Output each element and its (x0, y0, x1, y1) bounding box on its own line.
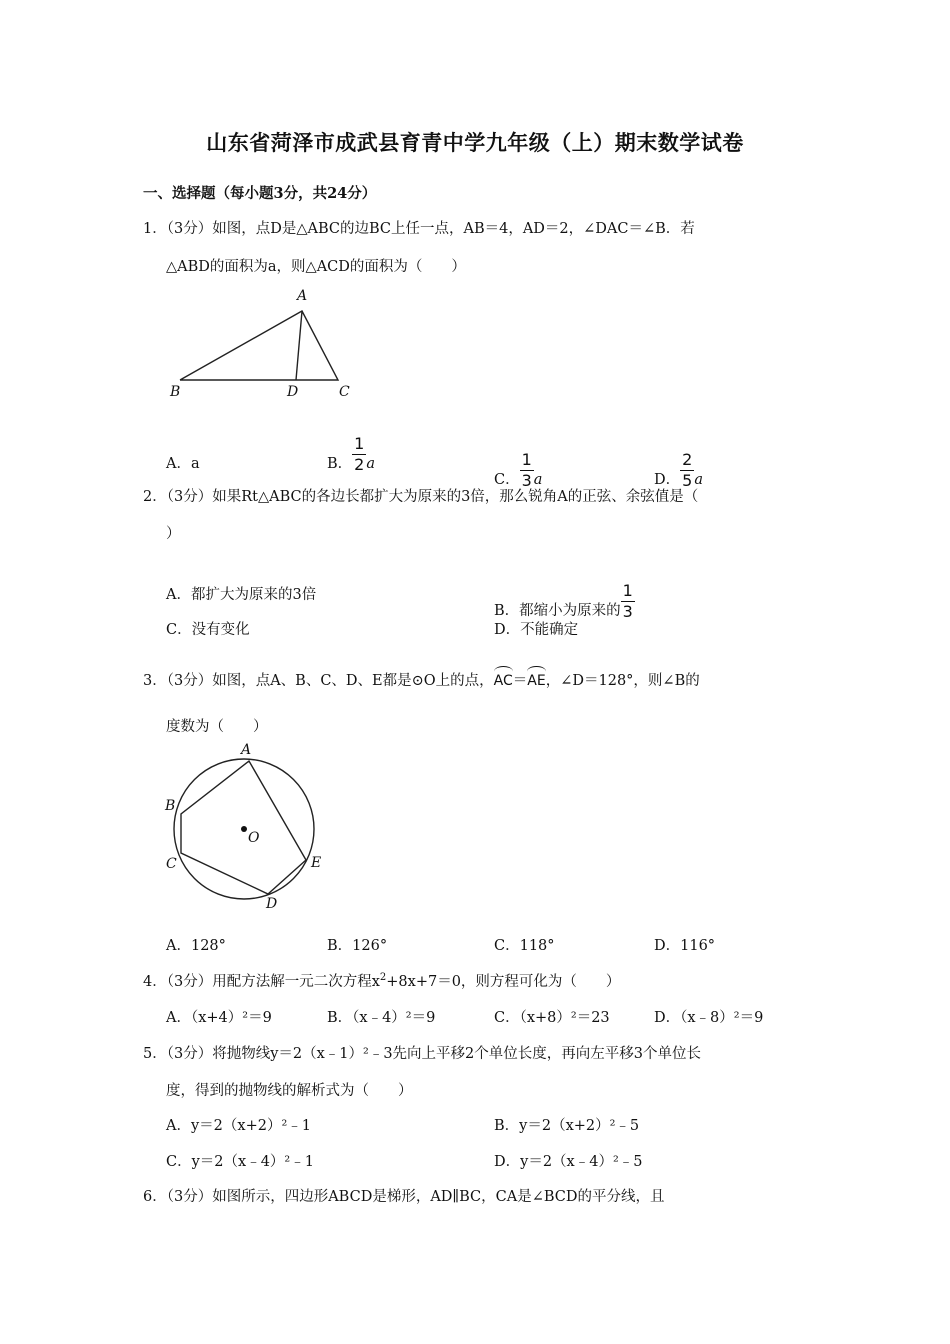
q1-option-d: D． $\frac{2}{5}$ a (654, 450, 703, 490)
arc-ae: AE (527, 673, 546, 689)
q4-option-d: D．（x﹣8）²＝9 (654, 1010, 764, 1026)
q3-label-d: D (266, 896, 278, 912)
q2-option-b: B．都缩小为原来的 $\frac{1}{3}$ (494, 581, 633, 621)
q3-line2: 度数为（ ） (166, 719, 268, 735)
q4-option-c: C．（x+8）²＝23 (494, 1010, 610, 1026)
q4-option-b: B．（x﹣4）²＝9 (327, 1010, 436, 1026)
q1-option-c: C． $\frac{1}{3}$ a (494, 450, 543, 490)
q2-option-c: C．没有变化 (166, 622, 250, 638)
q5-option-a: A．y＝2（x+2）²﹣1 (166, 1118, 311, 1134)
q2-option-d: D．不能确定 (494, 622, 579, 638)
q3-label-a: A (241, 742, 252, 758)
q3-label-e: E (311, 855, 322, 871)
q1-label-b: B (170, 384, 181, 400)
q3-option-d: D．116° (654, 938, 716, 954)
section-heading: 一、选择题（每小题3分，共24分） (143, 185, 377, 202)
q2-line1: 2．（3分）如果Rt△ABC的各边长都扩大为原来的3倍，那么锐角A的正弦、余弦值是（ (143, 489, 699, 505)
q1-label-a: A (297, 288, 308, 304)
q1-option-b: B． $\frac{1}{2}$ a (327, 434, 375, 474)
q3-option-b: B．126° (327, 938, 388, 954)
q4-option-a: A．（x+4）²＝9 (166, 1010, 272, 1026)
q3-option-c: C．118° (494, 938, 555, 954)
q4-line1: 4．（3分）用配方法解一元二次方程$x^2+8x+7=0$，则方程可化为（ ） (143, 972, 621, 990)
q2-option-a: A．都扩大为原来的3倍 (166, 587, 317, 603)
q5-line2: 度，得到的抛物线的解析式为（ ） (166, 1083, 413, 1099)
q3-label-b: B (165, 798, 176, 814)
q3-label-c: C (166, 856, 177, 872)
q3-option-a: A．128° (166, 938, 226, 954)
q5-option-d: D．y＝2（x﹣4）²﹣5 (494, 1154, 643, 1170)
q6-line1: 6．（3分）如图所示，四边形ABCD是梯形，AD∥BC，CA是∠BCD的平分线，且 (143, 1189, 665, 1205)
q5-option-b: B．y＝2（x+2）²﹣5 (494, 1118, 640, 1134)
q1-line1: 1．（3分）如图，点D是△ABC的边BC上任一点，AB＝4，AD＝2，∠DAC＝∠B．若 (143, 221, 695, 237)
q1-option-a: A．a (166, 456, 200, 472)
q3-label-o: O (248, 830, 260, 846)
q1-line2: △ABD的面积为a，则△ACD的面积为（ ） (166, 259, 466, 275)
q1-label-d: D (287, 384, 299, 400)
q5-line1: 5．（3分）将抛物线y＝2（x﹣1）²﹣3先向上平移2个单位长度，再向左平移3个单位长 (143, 1046, 702, 1062)
q5-option-c: C．y＝2（x﹣4）²﹣1 (166, 1154, 314, 1170)
arc-ac: AC (493, 673, 513, 689)
q3-line1: 3．（3分）如图，点A、B、C、D、E都是⊙O上的点，AC＝AE，∠D＝128°，则∠B的 (143, 673, 700, 689)
q1-label-c: C (339, 384, 350, 400)
page-title: 山东省菏泽市成武县育青中学九年级（上）期末数学试卷 (206, 130, 744, 155)
q2-line2: ） (166, 526, 181, 542)
